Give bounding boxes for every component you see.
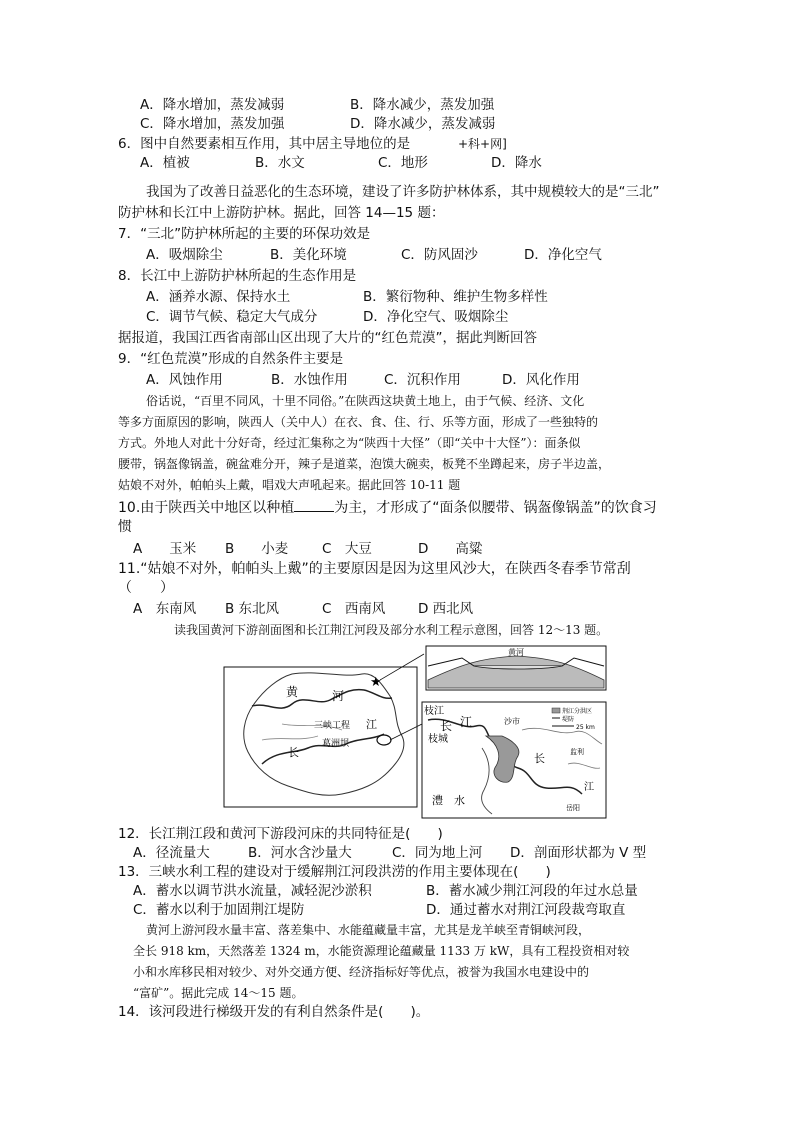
q13-option-d: D．通过蓄水对荆江河段裁弯取直 xyxy=(426,902,626,918)
map-label-sanxia: 三峡工程 xyxy=(314,721,351,731)
map-label-huang: 黄 xyxy=(286,685,299,699)
label-lishui: 澧 水 xyxy=(432,794,465,807)
q11-stem: 11.“姑娘不对外，帕帕头上戴”的主要原因是因为这里风沙大，在陕西冬春季节常刮 xyxy=(118,561,631,577)
star-icon: ★ xyxy=(370,675,382,690)
passage2-line4: “富矿”。据此完成 14～15 题。 xyxy=(133,986,304,1000)
q7-option-a: A．吸烟除尘 xyxy=(146,247,223,263)
q8-option-b: B．繁衍物种、维护生物多样性 xyxy=(363,289,548,305)
q12-option-a: A．径流量大 xyxy=(133,845,210,861)
q8-option-a: A．涵养水源、保持水土 xyxy=(146,289,291,305)
label-zhicheng: 枝城 xyxy=(428,734,448,745)
q10-stem-cont: 惯 xyxy=(118,519,132,535)
map-label-chang: 长 xyxy=(288,746,299,759)
q13-option-b: B．蓄水减少荆江河段的年过水总量 xyxy=(426,883,638,899)
passage2-line3: 小和水库移民相对较少、对外交通方便、经济指标好等优点，被誉为我国水电建设中的 xyxy=(133,965,590,979)
q11-option-b: B 东北风 xyxy=(225,601,280,617)
q9-option-d: D．风化作用 xyxy=(502,372,580,388)
q11-option-a: A 东南风 xyxy=(133,601,197,617)
q10-option-d: D 高粱 xyxy=(418,541,483,557)
intro1-line2: 防护林和长江中上游防护林。据此，回答 14—15 题： xyxy=(118,205,445,221)
q6-option-d: D．降水 xyxy=(491,155,542,171)
q10-option-c: C 大豆 xyxy=(322,541,372,557)
q12-option-d: D．剖面形状都为 V 型 xyxy=(510,845,647,861)
q8-option-c: C．调节气候、稳定大气成分 xyxy=(146,309,318,325)
q8-option-d: D．净化空气、吸烟除尘 xyxy=(363,309,509,325)
map-label-gezhouba: 葛洲坝 xyxy=(322,739,350,749)
q5-option-b: B．降水减少，蒸发加强 xyxy=(350,97,495,113)
map-intro: 读我国黄河下游剖面图和长江荆江河段及部分水利工程示意图，回答 12～13 题。 xyxy=(174,623,609,637)
q10-stem-start: 10.由于陕西关中地区以种植 xyxy=(118,500,295,516)
label-jiang2: 江 xyxy=(460,715,473,729)
q11-paren: （ ） xyxy=(118,580,174,596)
label-jiang3: 江 xyxy=(584,782,594,793)
q13-stem: 13．三峡水利工程的建设对于缓解荆江河段洪涝的作用主要体现在( ) xyxy=(118,864,551,880)
q5-option-d: D．降水减少，蒸发减弱 xyxy=(350,116,496,132)
q8-stem: 8．长江中上游防护林所起的生态作用是 xyxy=(118,268,357,284)
legend-diversion: 荆江分洪区 xyxy=(562,708,593,715)
q10-option-a: A 玉米 xyxy=(133,541,197,557)
q6-option-c: C．地形 xyxy=(378,155,428,171)
section-label: 黄河 xyxy=(508,648,524,657)
q9-option-a: A．风蚀作用 xyxy=(146,372,223,388)
q10-stem-end: 为主，才形成了“面条似腰带、锅盔像锅盖”的饮食习 xyxy=(334,500,657,516)
map-figure xyxy=(222,644,608,820)
map-figure-svg xyxy=(222,644,608,820)
q13-option-c: C．蓄水以利于加固荆江堤防 xyxy=(133,902,305,918)
q10-stem xyxy=(118,499,657,517)
answer-blank xyxy=(294,499,334,512)
label-zhijiang: 枝江 xyxy=(424,706,444,717)
label-shashi: 沙市 xyxy=(504,717,520,726)
watermark-text: +科+网] xyxy=(458,137,507,151)
passage-line3: 方式。外地人对此十分好奇，经过汇集称之为“陕西十大怪”（即“关中十大怪”）：面条似 xyxy=(118,436,581,450)
q9-option-b: B．水蚀作用 xyxy=(271,372,348,388)
label-xiaochang: 长 xyxy=(534,752,545,765)
passage-line1: 俗话说，“百里不同风，十里不同俗。”在陕西这块黄土地上，由于气候、经济、文化 xyxy=(146,394,585,408)
q7-option-c: C．防风固沙 xyxy=(401,247,478,263)
label-chang2: 长 xyxy=(440,719,453,733)
passage-line4: 腰带，锅盔像锅盖，碗盆难分开，辣子是道菜，泡馍大碗卖，板凳不坐蹲起来，房子半边盖， xyxy=(118,457,611,471)
legend-dike: 堤防 xyxy=(562,716,575,723)
q6-option-b: B．水文 xyxy=(255,155,305,171)
q14-stem: 14．该河段进行梯级开发的有利自然条件是( )。 xyxy=(118,1004,430,1020)
q6-stem: 6．图中自然要素相互作用，其中居主导地位的是 xyxy=(118,136,411,152)
intro2-text: 据报道，我国江西省南部山区出现了大片的“红色荒漠”，据此判断回答 xyxy=(118,330,537,346)
q7-stem: 7．“三北”防护林所起的主要的环保功效是 xyxy=(118,226,371,242)
q12-option-c: C．同为地上河 xyxy=(392,845,483,861)
q12-stem: 12．长江荆江段和黄河下游段河床的共同特征是( ) xyxy=(118,826,443,842)
label-jianli: 监利 xyxy=(570,748,584,756)
q12-option-b: B．河水含沙量大 xyxy=(248,845,352,861)
q9-stem: 9．“红色荒漠”形成的自然条件主要是 xyxy=(118,351,344,367)
map-label-he: 河 xyxy=(332,689,345,703)
q10-option-b: B 小麦 xyxy=(225,541,289,557)
legend-swatch-diversion xyxy=(552,708,560,713)
q5-option-c: C．降水增加，蒸发加强 xyxy=(140,116,285,132)
passage-line5: 姑娘不对外，帕帕头上戴，唱戏大声吼起来。据此回答 10-11 题 xyxy=(118,478,461,492)
passage-line2: 等多方面原因的影响，陕西人（关中人）在衣、食、住、行、乐等方面，形成了一些独特的 xyxy=(118,415,599,429)
q7-option-d: D．净化空气 xyxy=(524,247,602,263)
q11-option-c: C 西南风 xyxy=(322,601,386,617)
passage2-line1: 黄河上游河段水量丰富、落差集中、水能蕴藏量丰富，尤其是龙羊峡至青铜峡河段， xyxy=(146,923,591,937)
q6-option-a: A．植被 xyxy=(140,155,190,171)
q9-option-c: C．沉积作用 xyxy=(384,372,461,388)
q5-option-a: A．降水增加，蒸发减弱 xyxy=(140,97,285,113)
q7-option-b: B．美化环境 xyxy=(270,247,347,263)
q11-option-d: D 西北风 xyxy=(418,601,474,617)
map-label-jiang: 江 xyxy=(366,718,377,731)
passage2-line2: 全长 918 km，天然落差 1324 m，水能资源理论蕴藏量 1133 万 kW，具有工程投资相对较 xyxy=(133,944,630,958)
intro1-line1: 我国为了改善日益恶化的生态环境，建设了许多防护林体系，其中规模较大的是“三北” xyxy=(146,184,660,200)
scale-label: 25 km xyxy=(576,724,595,731)
label-yueyang: 岳阳 xyxy=(566,804,580,812)
q13-option-a: A．蓄水以调节洪水流量，减轻泥沙淤积 xyxy=(133,883,372,899)
china-map-frame xyxy=(224,667,417,807)
